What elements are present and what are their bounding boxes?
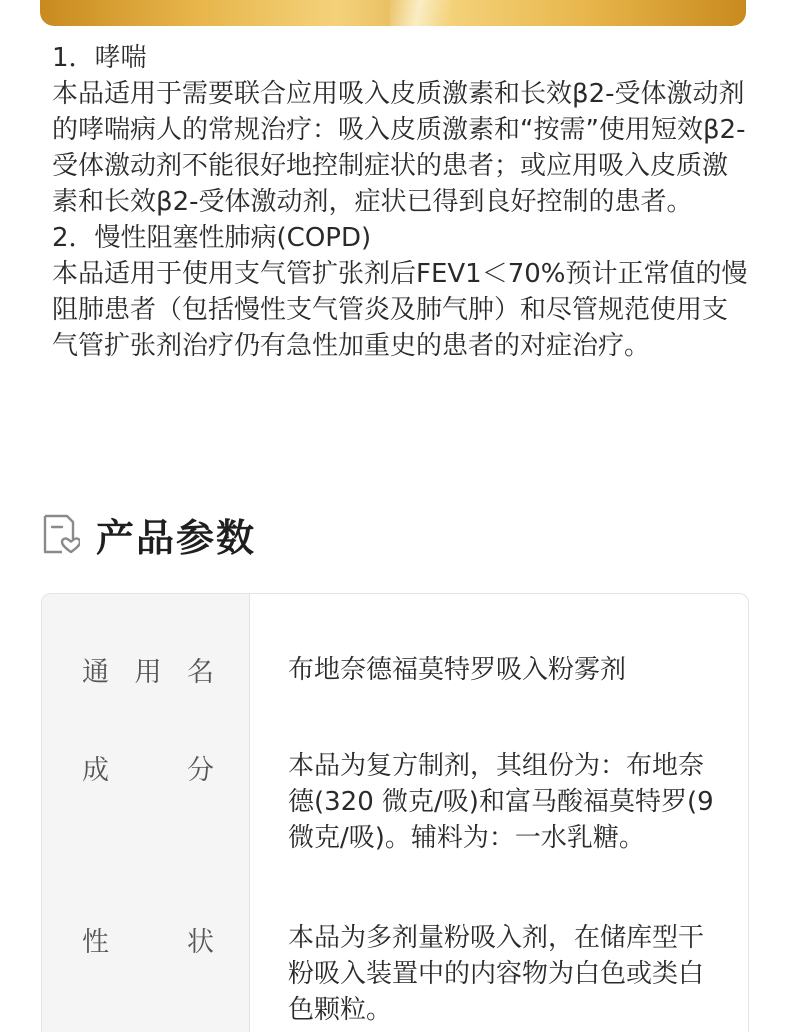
indications-section <box>52 40 752 364</box>
param-value-ingredients: 本品为复方制剂，其组份为：布地奈德(320 微克/吸)和富马酸福莫特罗(9 微克/吸)。辅料为：一水乳糖。 <box>288 751 714 853</box>
params-table <box>41 593 749 1032</box>
indication-2-body: 本品适用于使用支气管扩张剂后FEV1＜70%预计正常值的慢阻肺患者（包括慢性支气管炎及肺气肿）和尽管规范使用支气管扩张剂治疗仍有急性加重史的患者的对症治疗。 <box>52 259 748 361</box>
indication-2-title: 2．慢性阻塞性肺病(COPD) <box>52 223 372 253</box>
product-params-header <box>40 508 256 560</box>
param-value-generic-name: 布地奈德福莫特罗吸入粉雾剂 <box>288 655 627 685</box>
indication-1-title: 1．哮喘 <box>52 43 147 73</box>
gold-banner-image <box>40 0 746 26</box>
section-title: 产品参数 <box>96 515 257 560</box>
param-label-generic-name: 通 用 名 <box>82 657 214 688</box>
banner-shine <box>390 0 450 26</box>
param-value-appearance: 本品为多剂量粉吸入剂，在储库型干粉吸入装置中的内容物为白色或类白色颗粒。 <box>288 923 705 1025</box>
document-heart-icon <box>40 512 80 556</box>
param-label-ingredients: 成 分 <box>82 755 214 786</box>
param-label-appearance: 性 状 <box>82 927 214 958</box>
indication-1-body: 本品适用于需要联合应用吸入皮质激素和长效β2-受体激动剂的哮喘病人的常规治疗：吸入皮质激素和“按需”使用短效β2-受体激动剂不能很好地控制症状的患者；或应用吸入皮质激素和长效β2-受体激动剂，症状已得到良好控制的患者。 <box>52 79 746 217</box>
